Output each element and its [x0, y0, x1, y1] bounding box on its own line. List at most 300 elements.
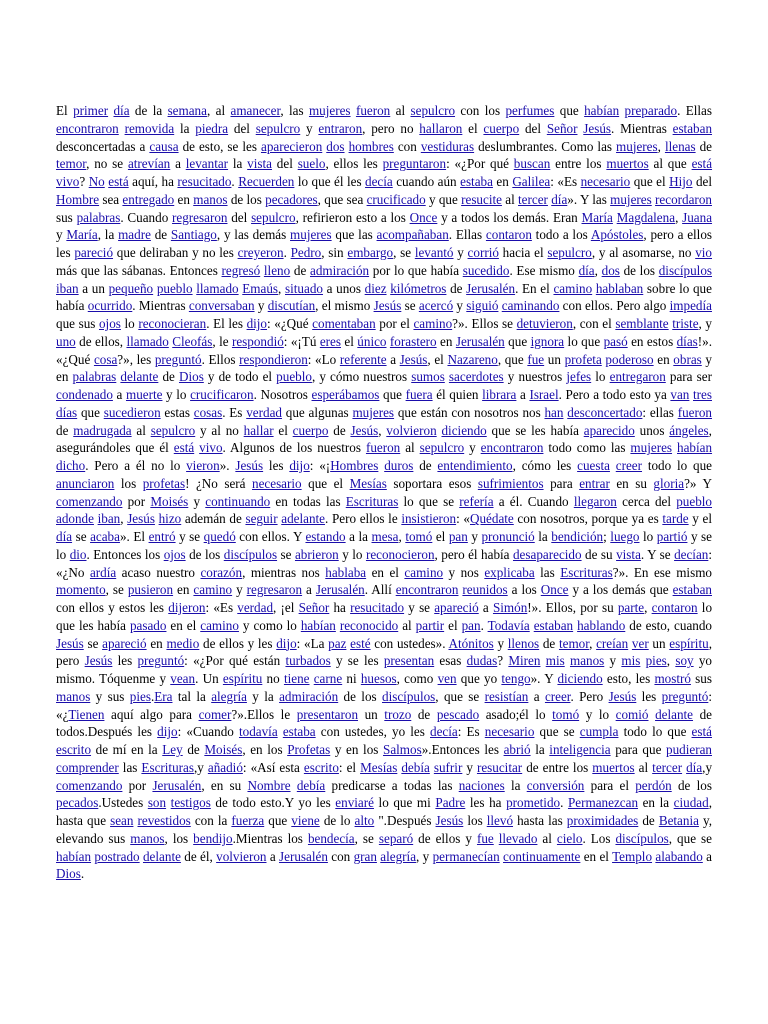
word-link[interactable]: aparecieron — [260, 138, 323, 154]
word-link[interactable]: manos — [193, 191, 228, 207]
word-link[interactable]: vista — [247, 156, 272, 172]
word-link[interactable]: cielo — [556, 830, 583, 846]
word-link[interactable]: removida — [124, 120, 175, 136]
word-link[interactable]: hablaban — [595, 280, 644, 296]
word-link[interactable]: fue — [527, 351, 545, 367]
word-link[interactable]: camino — [404, 564, 444, 580]
word-link[interactable]: piedra — [195, 120, 229, 136]
word-link[interactable]: Jerusalén — [152, 777, 202, 793]
word-link[interactable]: todavía — [238, 724, 278, 740]
word-link[interactable]: estaban — [672, 120, 713, 136]
word-link[interactable]: vieron — [186, 458, 220, 473]
word-link[interactable]: forastero — [389, 333, 437, 349]
word-link[interactable]: paz — [328, 635, 347, 651]
word-link[interactable]: contaron — [485, 227, 532, 243]
word-link[interactable]: revestidos — [137, 813, 191, 828]
word-link[interactable]: adelante — [281, 511, 326, 527]
word-link[interactable]: muertos — [592, 759, 635, 775]
word-link[interactable]: dijo — [246, 316, 268, 331]
word-link[interactable]: amanecer — [230, 103, 281, 118]
word-link[interactable]: partir — [415, 617, 445, 633]
word-link[interactable]: Betania — [658, 813, 699, 828]
word-link[interactable]: admiración — [309, 262, 370, 278]
word-link[interactable]: preguntó — [661, 688, 709, 704]
word-link[interactable]: mujeres — [610, 191, 652, 207]
word-link[interactable]: escrito — [303, 759, 339, 775]
word-link[interactable]: Jesús — [608, 688, 637, 704]
word-link[interactable]: dos — [601, 262, 620, 278]
word-link[interactable]: ciudad — [673, 795, 709, 811]
word-link[interactable]: espíritu — [669, 635, 709, 651]
word-link[interactable]: aparecido — [583, 422, 635, 438]
word-link[interactable]: dicho — [56, 458, 86, 473]
word-link[interactable]: camino — [200, 617, 239, 633]
word-link[interactable]: delante — [142, 848, 181, 864]
word-link[interactable]: luego — [610, 529, 640, 544]
word-link[interactable]: Israel — [529, 387, 559, 402]
word-link[interactable]: Escrituras — [560, 564, 613, 580]
word-link[interactable]: huesos — [360, 671, 397, 686]
word-link[interactable]: semana — [167, 103, 207, 118]
word-link[interactable]: cosa — [93, 351, 118, 367]
word-link[interactable]: entraron — [318, 120, 363, 136]
word-link[interactable]: diciendo — [557, 671, 603, 686]
word-link[interactable]: recordaron — [655, 191, 712, 207]
word-link[interactable]: estando — [305, 529, 346, 544]
word-link[interactable]: Señor — [546, 120, 578, 136]
word-link[interactable]: permanecían — [432, 848, 500, 864]
word-link[interactable]: sucedieron — [103, 404, 161, 420]
word-link[interactable]: suelo — [297, 156, 326, 172]
word-link[interactable]: apareció — [102, 635, 147, 651]
word-link[interactable]: kilómetros — [390, 280, 447, 296]
word-link[interactable]: acaba — [90, 529, 120, 544]
word-link[interactable]: Señor — [298, 600, 330, 615]
word-link[interactable]: Hombre — [56, 191, 100, 207]
word-link[interactable]: sean — [110, 813, 134, 828]
word-link[interactable]: madrugada — [73, 422, 132, 438]
word-link[interactable]: sepulcro — [419, 440, 465, 456]
word-link[interactable]: No — [88, 174, 105, 189]
word-link[interactable]: diez — [364, 280, 387, 296]
word-link[interactable]: Profetas — [287, 742, 331, 757]
word-link[interactable]: hombres — [348, 138, 394, 154]
word-link[interactable]: días — [676, 333, 698, 349]
word-link[interactable]: escrito — [56, 742, 92, 757]
word-link[interactable]: está — [691, 156, 713, 172]
word-link[interactable]: han — [544, 404, 564, 420]
word-link[interactable]: discutían — [267, 298, 316, 314]
word-link[interactable]: sepulcro — [547, 245, 592, 260]
word-link[interactable]: ardía — [89, 564, 117, 580]
word-link[interactable]: carne — [313, 671, 343, 686]
word-link[interactable]: Jerusalén — [315, 582, 365, 598]
word-link[interactable]: naciones — [458, 777, 505, 793]
word-link[interactable]: Nazareno — [447, 351, 498, 367]
word-link[interactable]: llamado — [126, 333, 169, 349]
word-link[interactable]: pasado — [129, 617, 167, 633]
word-link[interactable]: hallar — [243, 422, 274, 438]
word-link[interactable]: Recuerden — [238, 174, 295, 189]
word-link[interactable]: preguntaron — [382, 156, 447, 172]
word-link[interactable]: continuamente — [503, 848, 581, 864]
word-link[interactable]: comer — [198, 706, 232, 722]
word-link[interactable]: ángeles — [669, 422, 709, 438]
word-link[interactable]: gloria — [653, 475, 685, 491]
word-link[interactable]: Jesús — [399, 351, 428, 367]
word-link[interactable]: encontraron — [56, 120, 119, 136]
word-link[interactable]: reconocieron — [365, 546, 435, 562]
word-link[interactable]: apareció — [434, 600, 479, 615]
word-link[interactable]: sufrimientos — [477, 475, 544, 491]
word-link[interactable]: Galilea — [512, 174, 551, 189]
word-link[interactable]: quedó — [203, 529, 236, 544]
word-link[interactable]: María — [66, 227, 98, 243]
word-link[interactable]: Jesús — [583, 120, 612, 136]
word-link[interactable]: día — [113, 103, 130, 118]
word-link[interactable]: sepulcro — [410, 103, 456, 118]
word-link[interactable]: Jesús — [350, 422, 379, 438]
word-link[interactable]: Escrituras — [141, 759, 194, 775]
word-link[interactable]: testigos — [170, 795, 211, 811]
word-link[interactable]: corrió — [467, 245, 499, 260]
word-link[interactable]: mujeres — [630, 440, 673, 456]
word-link[interactable]: Era — [154, 688, 173, 704]
word-link[interactable]: Once — [409, 209, 438, 225]
word-link[interactable]: llenos — [507, 635, 540, 651]
word-link[interactable]: manos — [56, 688, 91, 704]
word-link[interactable]: llegaron — [573, 493, 617, 509]
word-link[interactable]: vio — [695, 245, 712, 260]
word-link[interactable]: comentaban — [312, 316, 376, 331]
word-link[interactable]: madre — [118, 227, 151, 243]
word-link[interactable]: ignora — [530, 333, 565, 349]
word-link[interactable]: causa — [149, 138, 179, 154]
word-link[interactable]: alegría — [380, 848, 417, 864]
word-link[interactable]: está — [173, 440, 195, 456]
word-link[interactable]: pan — [461, 617, 481, 633]
word-link[interactable]: prometido — [506, 795, 561, 811]
word-link[interactable]: esperábamos — [311, 387, 380, 402]
word-link[interactable]: librara — [482, 387, 517, 402]
word-link[interactable]: Jerusalén — [466, 280, 516, 296]
word-link[interactable]: separó — [378, 830, 414, 846]
word-link[interactable]: enviaré — [335, 795, 374, 811]
word-link[interactable]: discípulos — [223, 546, 278, 562]
word-link[interactable]: entendimiento — [437, 458, 513, 473]
word-link[interactable]: entró — [148, 529, 176, 544]
word-link[interactable]: pies — [129, 688, 151, 704]
word-link[interactable]: acompañaban — [376, 227, 449, 243]
word-link[interactable]: bendecía — [307, 830, 355, 846]
word-link[interactable]: pasó — [603, 333, 628, 349]
word-link[interactable]: contaron — [651, 600, 698, 615]
word-link[interactable]: Apóstoles — [590, 227, 644, 243]
word-link[interactable]: habían — [677, 440, 713, 456]
word-link[interactable]: Jesús — [56, 635, 84, 651]
word-link[interactable]: profeta — [564, 351, 602, 367]
word-link[interactable]: esté — [350, 635, 371, 651]
word-link[interactable]: Hijo — [669, 174, 693, 189]
word-link[interactable]: presentaron — [296, 706, 359, 722]
word-link[interactable]: tarde — [662, 511, 689, 527]
word-link[interactable]: camino — [413, 316, 453, 331]
word-link[interactable]: cuerpo — [292, 422, 329, 438]
word-link[interactable]: vean — [170, 671, 196, 686]
word-link[interactable]: ven — [437, 671, 457, 686]
word-link[interactable]: alegría — [211, 688, 247, 704]
word-link[interactable]: sepulcro — [255, 120, 301, 136]
word-link[interactable]: mis — [545, 653, 565, 669]
word-link[interactable]: camino — [193, 582, 233, 598]
word-link[interactable]: Nombre — [247, 777, 291, 793]
word-link[interactable]: Tienen — [68, 706, 105, 722]
word-link[interactable]: pan — [448, 529, 468, 544]
word-link[interactable]: explicaba — [484, 564, 535, 580]
word-link[interactable]: desaparecido — [512, 546, 582, 562]
word-link[interactable]: días — [56, 404, 78, 420]
word-link[interactable]: debía — [401, 759, 430, 775]
word-link[interactable]: verdad — [246, 404, 282, 420]
word-link[interactable]: Mesías — [349, 475, 387, 491]
word-link[interactable]: hizo — [158, 511, 182, 527]
word-link[interactable]: encontraron — [480, 440, 544, 456]
word-link[interactable]: gran — [353, 848, 377, 864]
word-link[interactable]: está — [108, 174, 129, 189]
word-link[interactable]: Dios — [56, 866, 81, 882]
word-link[interactable]: Cleofás — [172, 333, 213, 349]
word-link[interactable]: entregado — [122, 191, 175, 207]
word-link[interactable]: mujeres — [290, 227, 332, 243]
word-link[interactable]: caminando — [501, 298, 560, 314]
word-link[interactable]: momento — [56, 582, 106, 598]
word-link[interactable]: Moisés — [204, 742, 243, 757]
word-link[interactable]: jefes — [566, 369, 592, 385]
word-link[interactable]: tomó — [405, 529, 433, 544]
word-link[interactable]: tres — [693, 387, 712, 402]
word-link[interactable]: cumpla — [579, 724, 619, 740]
word-link[interactable]: habían — [584, 103, 620, 118]
word-link[interactable]: dijeron — [168, 600, 206, 615]
word-link[interactable]: acercó — [418, 298, 454, 314]
word-link[interactable]: buscan — [513, 156, 551, 172]
word-link[interactable]: discípulos — [615, 830, 669, 846]
word-link[interactable]: Jesús — [373, 298, 402, 314]
word-link[interactable]: llenas — [664, 138, 696, 154]
word-link[interactable]: presentan — [383, 653, 435, 669]
word-link[interactable]: son — [147, 795, 167, 811]
word-link[interactable]: sufrir — [433, 759, 463, 775]
word-link[interactable]: decía — [365, 174, 393, 189]
word-link[interactable]: cuesta — [577, 458, 610, 473]
word-link[interactable]: comió — [615, 706, 649, 722]
word-link[interactable]: Jerusalén — [455, 333, 505, 349]
word-link[interactable]: manos — [130, 830, 165, 846]
word-link[interactable]: volvieron — [216, 848, 267, 864]
word-link[interactable]: reconocieran — [138, 316, 207, 331]
word-link[interactable]: conversión — [526, 777, 585, 793]
word-link[interactable]: está — [691, 724, 712, 740]
word-link[interactable]: regresó — [221, 262, 261, 278]
word-link[interactable]: Quédate — [469, 511, 514, 527]
word-link[interactable]: refería — [459, 493, 494, 509]
word-link[interactable]: Simón — [492, 600, 528, 615]
word-link[interactable]: pronunció — [481, 529, 535, 544]
word-link[interactable]: palabras — [72, 369, 117, 385]
word-link[interactable]: hablaba — [325, 564, 367, 580]
word-link[interactable]: conversaban — [188, 298, 255, 314]
word-link[interactable]: pequeño — [108, 280, 154, 296]
word-link[interactable]: levantó — [414, 245, 454, 260]
word-link[interactable]: sepulcro — [251, 209, 296, 225]
word-link[interactable]: ojos — [163, 546, 186, 562]
word-link[interactable]: tiene — [283, 671, 310, 686]
word-link[interactable]: partió — [656, 529, 688, 544]
word-link[interactable]: Jerusalén — [279, 848, 328, 864]
word-link[interactable]: entrar — [579, 475, 610, 491]
word-link[interactable]: habían — [56, 848, 92, 864]
word-link[interactable]: dio — [69, 546, 87, 562]
word-link[interactable]: estaba — [282, 724, 316, 740]
word-link[interactable]: fue — [476, 830, 494, 846]
word-link[interactable]: dos — [326, 138, 345, 154]
word-link[interactable]: crucificaron — [190, 387, 254, 402]
word-link[interactable]: bendijo — [193, 830, 233, 846]
word-link[interactable]: cuerpo — [483, 120, 520, 136]
word-link[interactable]: vista — [616, 546, 641, 562]
word-link[interactable]: Jesús — [435, 813, 464, 828]
word-link[interactable]: vestiduras — [420, 138, 475, 154]
word-link[interactable]: poderoso — [605, 351, 654, 367]
word-link[interactable]: mesa — [371, 529, 399, 544]
word-link[interactable]: Escrituras — [345, 493, 399, 509]
word-link[interactable]: abrió — [503, 742, 531, 757]
word-link[interactable]: adonde — [56, 511, 94, 527]
word-link[interactable]: creer — [615, 458, 643, 473]
word-link[interactable]: insistieron — [401, 511, 457, 527]
word-link[interactable]: viene — [291, 813, 320, 828]
word-link[interactable]: estaban — [533, 617, 574, 633]
word-link[interactable]: preguntó — [154, 351, 202, 367]
word-link[interactable]: Moisés — [150, 493, 189, 509]
word-link[interactable]: muertos — [606, 156, 649, 172]
word-link[interactable]: trozo — [384, 706, 412, 722]
word-link[interactable]: tomó — [552, 706, 580, 722]
word-link[interactable]: iban — [56, 280, 79, 296]
word-link[interactable]: mujeres — [308, 103, 351, 118]
word-link[interactable]: comprender — [56, 759, 119, 775]
word-link[interactable]: creían — [596, 635, 629, 651]
word-link[interactable]: hablando — [577, 617, 626, 633]
word-link[interactable]: van — [670, 387, 690, 402]
word-link[interactable]: ocurrido — [87, 298, 133, 314]
word-link[interactable]: Miren — [508, 653, 541, 669]
word-link[interactable]: Once — [540, 582, 569, 598]
word-link[interactable]: resistían — [484, 688, 529, 704]
word-link[interactable]: fueron — [365, 440, 401, 456]
word-link[interactable]: regresaron — [172, 209, 228, 225]
word-link[interactable]: fueron — [355, 103, 391, 118]
word-link[interactable]: volvieron — [386, 422, 437, 438]
word-link[interactable]: llevado — [498, 830, 538, 846]
word-link[interactable]: vivo — [56, 174, 80, 189]
word-link[interactable]: crucificado — [366, 191, 426, 207]
word-link[interactable]: Hombres — [330, 458, 379, 473]
word-link[interactable]: ojos — [98, 316, 121, 331]
word-link[interactable]: Jesús — [127, 511, 155, 527]
word-link[interactable]: dudas — [466, 653, 498, 669]
word-link[interactable]: impedía — [669, 298, 712, 314]
word-link[interactable]: Jesús — [84, 653, 113, 669]
word-link[interactable]: añadió — [207, 759, 243, 775]
word-link[interactable]: Todavía — [487, 617, 530, 633]
word-link[interactable]: Santiago — [170, 227, 217, 243]
word-link[interactable]: necesario — [484, 724, 535, 740]
word-link[interactable]: comenzando — [56, 493, 123, 509]
word-link[interactable]: verdad — [237, 600, 274, 615]
word-link[interactable]: Jesús — [235, 458, 264, 473]
word-link[interactable]: resucitar — [476, 759, 523, 775]
word-link[interactable]: mujeres — [616, 138, 658, 154]
word-link[interactable]: manos — [569, 653, 605, 669]
word-link[interactable]: estaba — [460, 174, 493, 189]
word-link[interactable]: espíritu — [222, 671, 263, 686]
word-link[interactable]: día — [686, 759, 703, 775]
word-link[interactable]: pecadores — [265, 191, 318, 207]
word-link[interactable]: detuvieron — [516, 316, 573, 331]
word-link[interactable]: resucitado — [350, 600, 405, 615]
word-link[interactable]: diciendo — [441, 422, 487, 438]
word-link[interactable]: discípulos — [382, 688, 436, 704]
word-link[interactable]: triste — [672, 316, 699, 331]
word-link[interactable]: cosas — [193, 404, 223, 420]
word-link[interactable]: decía — [430, 724, 458, 740]
word-link[interactable]: atrevían — [127, 156, 171, 172]
word-link[interactable]: camino — [553, 280, 593, 296]
word-link[interactable]: profetas — [142, 475, 186, 491]
word-link[interactable]: Juana — [682, 209, 713, 225]
word-link[interactable]: entregaron — [609, 369, 666, 385]
word-link[interactable]: seguir — [245, 511, 278, 527]
word-link[interactable]: pies — [645, 653, 667, 669]
word-link[interactable]: Pedro — [290, 245, 322, 260]
word-link[interactable]: Salmos — [383, 742, 422, 757]
word-link[interactable]: decían — [674, 546, 709, 562]
word-link[interactable]: dijo — [276, 635, 297, 651]
word-link[interactable]: eres — [319, 333, 341, 349]
word-link[interactable]: corazón — [200, 564, 243, 580]
word-link[interactable]: día — [56, 529, 73, 544]
word-link[interactable]: María — [581, 209, 613, 225]
word-link[interactable]: inteligencia — [549, 742, 611, 757]
word-link[interactable]: preparado — [624, 103, 678, 118]
word-link[interactable]: creyeron — [237, 245, 284, 260]
word-link[interactable]: siguió — [466, 298, 499, 314]
word-link[interactable]: resucite — [461, 191, 502, 207]
word-link[interactable]: referente — [339, 351, 387, 367]
word-link[interactable]: Mesías — [360, 759, 398, 775]
word-link[interactable]: preguntó — [137, 653, 185, 669]
word-link[interactable]: llevó — [486, 813, 514, 828]
word-link[interactable]: Permanezcan — [567, 795, 639, 811]
word-link[interactable]: Padre — [435, 795, 466, 811]
word-link[interactable]: habían — [300, 617, 336, 633]
word-link[interactable]: palabras — [76, 209, 121, 225]
word-link[interactable]: discípulos — [658, 262, 713, 278]
word-link[interactable]: necesario — [252, 475, 302, 491]
word-link[interactable]: turbados — [285, 653, 331, 669]
word-link[interactable]: parte — [617, 600, 645, 615]
